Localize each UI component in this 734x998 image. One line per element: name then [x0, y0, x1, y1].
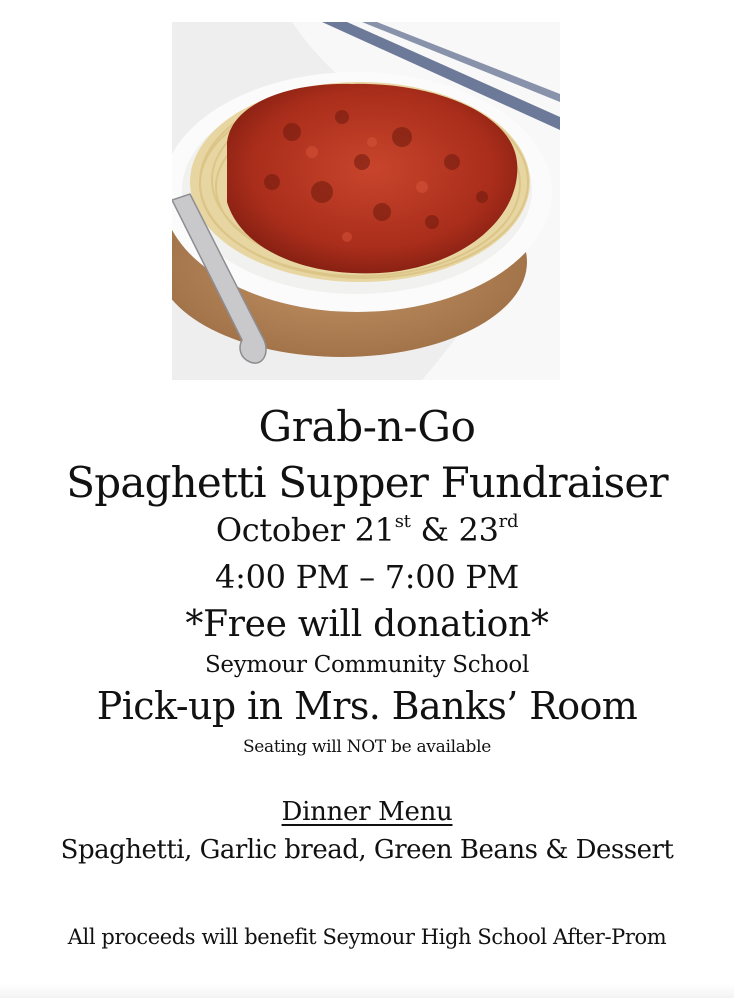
- title-grab-n-go: Grab-n-Go: [258, 402, 476, 451]
- date-second: & 23: [410, 511, 499, 549]
- event-dates: [0, 510, 734, 550]
- menu-items: Spaghetti, Garlic bread, Green Beans & Dessert: [60, 835, 674, 865]
- menu-heading: Dinner Menu: [281, 797, 453, 827]
- date-second-suffix: rd: [498, 511, 519, 532]
- title-spaghetti-supper: Spaghetti Supper Fundraiser: [66, 458, 668, 507]
- donation-note: *Free will donation*: [185, 604, 549, 645]
- proceeds-note: All proceeds will benefit Seymour High School After-Prom: [67, 925, 667, 949]
- pickup-location: Pick-up in Mrs. Banks’ Room: [96, 684, 638, 728]
- date-first-suffix: st: [394, 511, 411, 532]
- seating-note: Seating will NOT be available: [242, 737, 492, 757]
- spaghetti-photo: [172, 22, 560, 380]
- school-name: Seymour Community School: [204, 652, 530, 678]
- bottom-shade: [0, 984, 734, 998]
- event-time: 4:00 PM – 7:00 PM: [215, 558, 519, 596]
- spaghetti-illustration: [172, 22, 560, 380]
- date-first: October 21: [215, 511, 395, 549]
